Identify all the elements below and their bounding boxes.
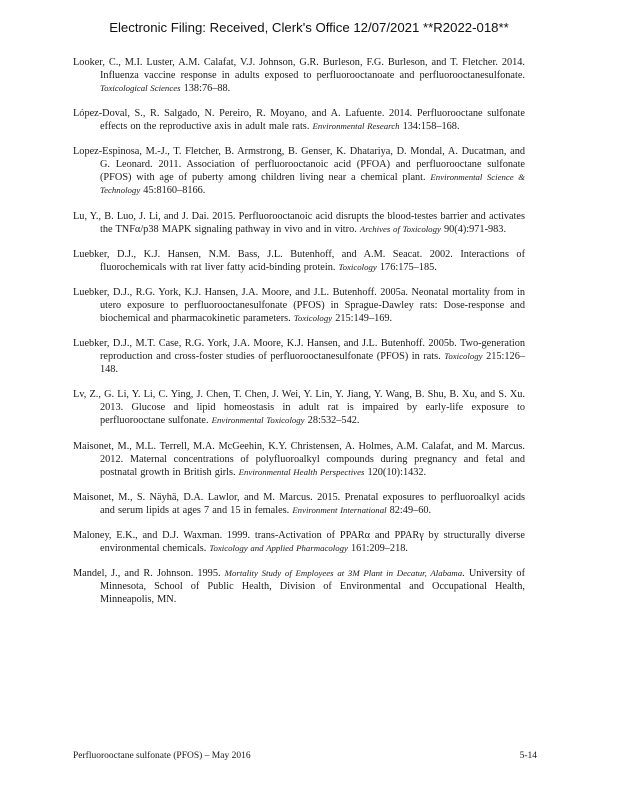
journal-title: Mortality Study of Employees at 3M Plant in Decatur, Alabama (224, 568, 463, 579)
reference-text: Luebker, D.J., K.J. Hansen, N.M. Bass, J.L. Butenhoff, and A.M. Seacat. 2002. Interactions of fluorochemicals with rat liver fatty acid-binding protein. (73, 248, 525, 273)
reference-citation: 134:158–168. (399, 121, 460, 133)
reference-text: Luebker, D.J., M.T. Case, R.G. York, J.A. Moore, K.J. Hansen, and J.L. Butenhoff. 2005b. Two-generation reproduction and cross-foster studies of perfluorooctanesulfonate (PFOS) in rats. (73, 338, 525, 363)
reference-entry (73, 210, 525, 236)
reference-text: Maloney, E.K., and D.J. Waxman. 1999. trans-Activation of PPARα and PPARγ by structurally diverse environmental chemicals. (73, 529, 525, 554)
reference-text: Lv, Z., G. Li, Y. Li, C. Ying, J. Chen, T. Chen, J. Wei, Y. Lin, Y. Jiang, Y. Wang, B. Shu, B. Xu, and S. Xu. 2013. Glucose and lipid homeostasis in adult rat is impaired by early-life exposure to perfluorooctane sulfonate. (73, 389, 525, 427)
reference-text: Maisonet, M., S. Näyhä, D.A. Lawlor, and M. Marcus. 2015. Prenatal exposures to perfluoroalkyl acids and serum lipids at ages 7 and 15 in females. (73, 491, 525, 516)
page-number: 5-14 (519, 751, 537, 761)
reference-citation: 120(10):1432. (364, 466, 427, 478)
reference-text: Luebker, D.J., R.G. York, K.J. Hansen, J.A. Moore, and J.L. Butenhoff. 2005a. Neonatal mortality from in utero exposure to perfluorooctanesulfonate (PFOS) in Sprague-Dawley rats: Dose-response and biochemical and pharmacokinetic parameters. (73, 286, 525, 324)
journal-title: Environment International (292, 504, 387, 515)
reference-entry (73, 248, 525, 274)
reference-entry (73, 388, 525, 427)
reference-entry (73, 440, 525, 479)
journal-title: Toxicology (338, 261, 377, 272)
reference-text: Mandel, J., and R. Johnson. 1995. (73, 568, 225, 580)
reference-entry (73, 529, 525, 555)
filing-stamp-header: Electronic Filing: Received, Clerk's Office 12/07/2021 **R2022-018** (109, 20, 509, 35)
journal-title: Toxicology and Applied Pharmacology (209, 542, 348, 553)
reference-entry (73, 107, 525, 133)
reference-citation: 82:49–60. (386, 504, 432, 516)
reference-text: Looker, C., M.I. Luster, A.M. Calafat, V.J. Johnson, G.R. Burleson, F.G. Burleson, and T. Fletcher. 2014. Influenza vaccine response in adults exposed to perfluorooctanoate and perfluorooctanesulfonate. (73, 57, 525, 81)
reference-entry (73, 491, 525, 517)
reference-entry (73, 145, 525, 197)
journal-title: Toxicological Sciences (100, 83, 181, 93)
journal-title: Environmental Toxicology (211, 415, 305, 426)
reference-citation: 138:76–88. (180, 83, 231, 94)
journal-title: Toxicology (293, 312, 333, 323)
journal-title: Environmental Science & Technology (100, 172, 525, 196)
reference-entry (73, 567, 525, 606)
reference-entry (73, 337, 525, 376)
reference-text: López-Doval, S., R. Salgado, N. Pereiro, R. Moyano, and A. Lafuente. 2014. Perfluorooctane sulfonate effects on the reproductive axis in adult male rats. (73, 108, 525, 133)
reference-text: Maisonet, M., M.L. Terrell, M.A. McGeehin, K.Y. Christensen, A. Holmes, A.M. Calafat, and M. Marcus. 2012. Maternal concentrations of polyfluoroalkyl compounds during pregnancy and fetal and postnatal growth in British girls. (73, 440, 525, 478)
reference-citation: 215:126–148. (100, 351, 525, 376)
footer-document-title: Perfluorooctane sulfonate (PFOS) – May 2016 (73, 751, 251, 761)
reference-citation: 161:209–218. (347, 542, 408, 554)
reference-citation: 90(4):971-983. (440, 223, 507, 235)
journal-title: Environmental Research (312, 121, 400, 132)
reference-text: Lu, Y., B. Luo, J. Li, and J. Dai. 2015. Perfluorooctanoic acid disrupts the blood-testes barrier and activates the TNFα/p38 MAPK signaling pathway in vivo and in vitro. (73, 210, 525, 235)
reference-citation: . University of Minnesota, School of Public Health, Division of Environmental and Occupational Health, Minneapolis, MN. (100, 568, 526, 606)
journal-title: Environmental Health Perspectives (238, 466, 365, 477)
reference-list (73, 56, 525, 618)
reference-entry (73, 56, 525, 95)
reference-citation: 45:8160–8166. (140, 185, 206, 197)
reference-citation: 215:149–169. (332, 312, 393, 324)
reference-text: Lopez-Espinosa, M.-J., T. Fletcher, B. Armstrong, B. Genser, K. Dhatariya, D. Mondal, A. Ducatman, and G. Leonard. 2011. Association of perfluorooctanoic acid (PFOA) and perfluorooctane sulfonate (PFOS) with age of puberty among children living near a chemical plant. (73, 146, 525, 184)
journal-title: Toxicology (444, 351, 483, 362)
page-footer (73, 751, 537, 761)
reference-entry (73, 286, 525, 325)
reference-citation: 28:532–542. (304, 415, 360, 427)
reference-citation: 176:175–185. (376, 261, 437, 273)
journal-title: Archives of Toxicology (359, 223, 441, 234)
